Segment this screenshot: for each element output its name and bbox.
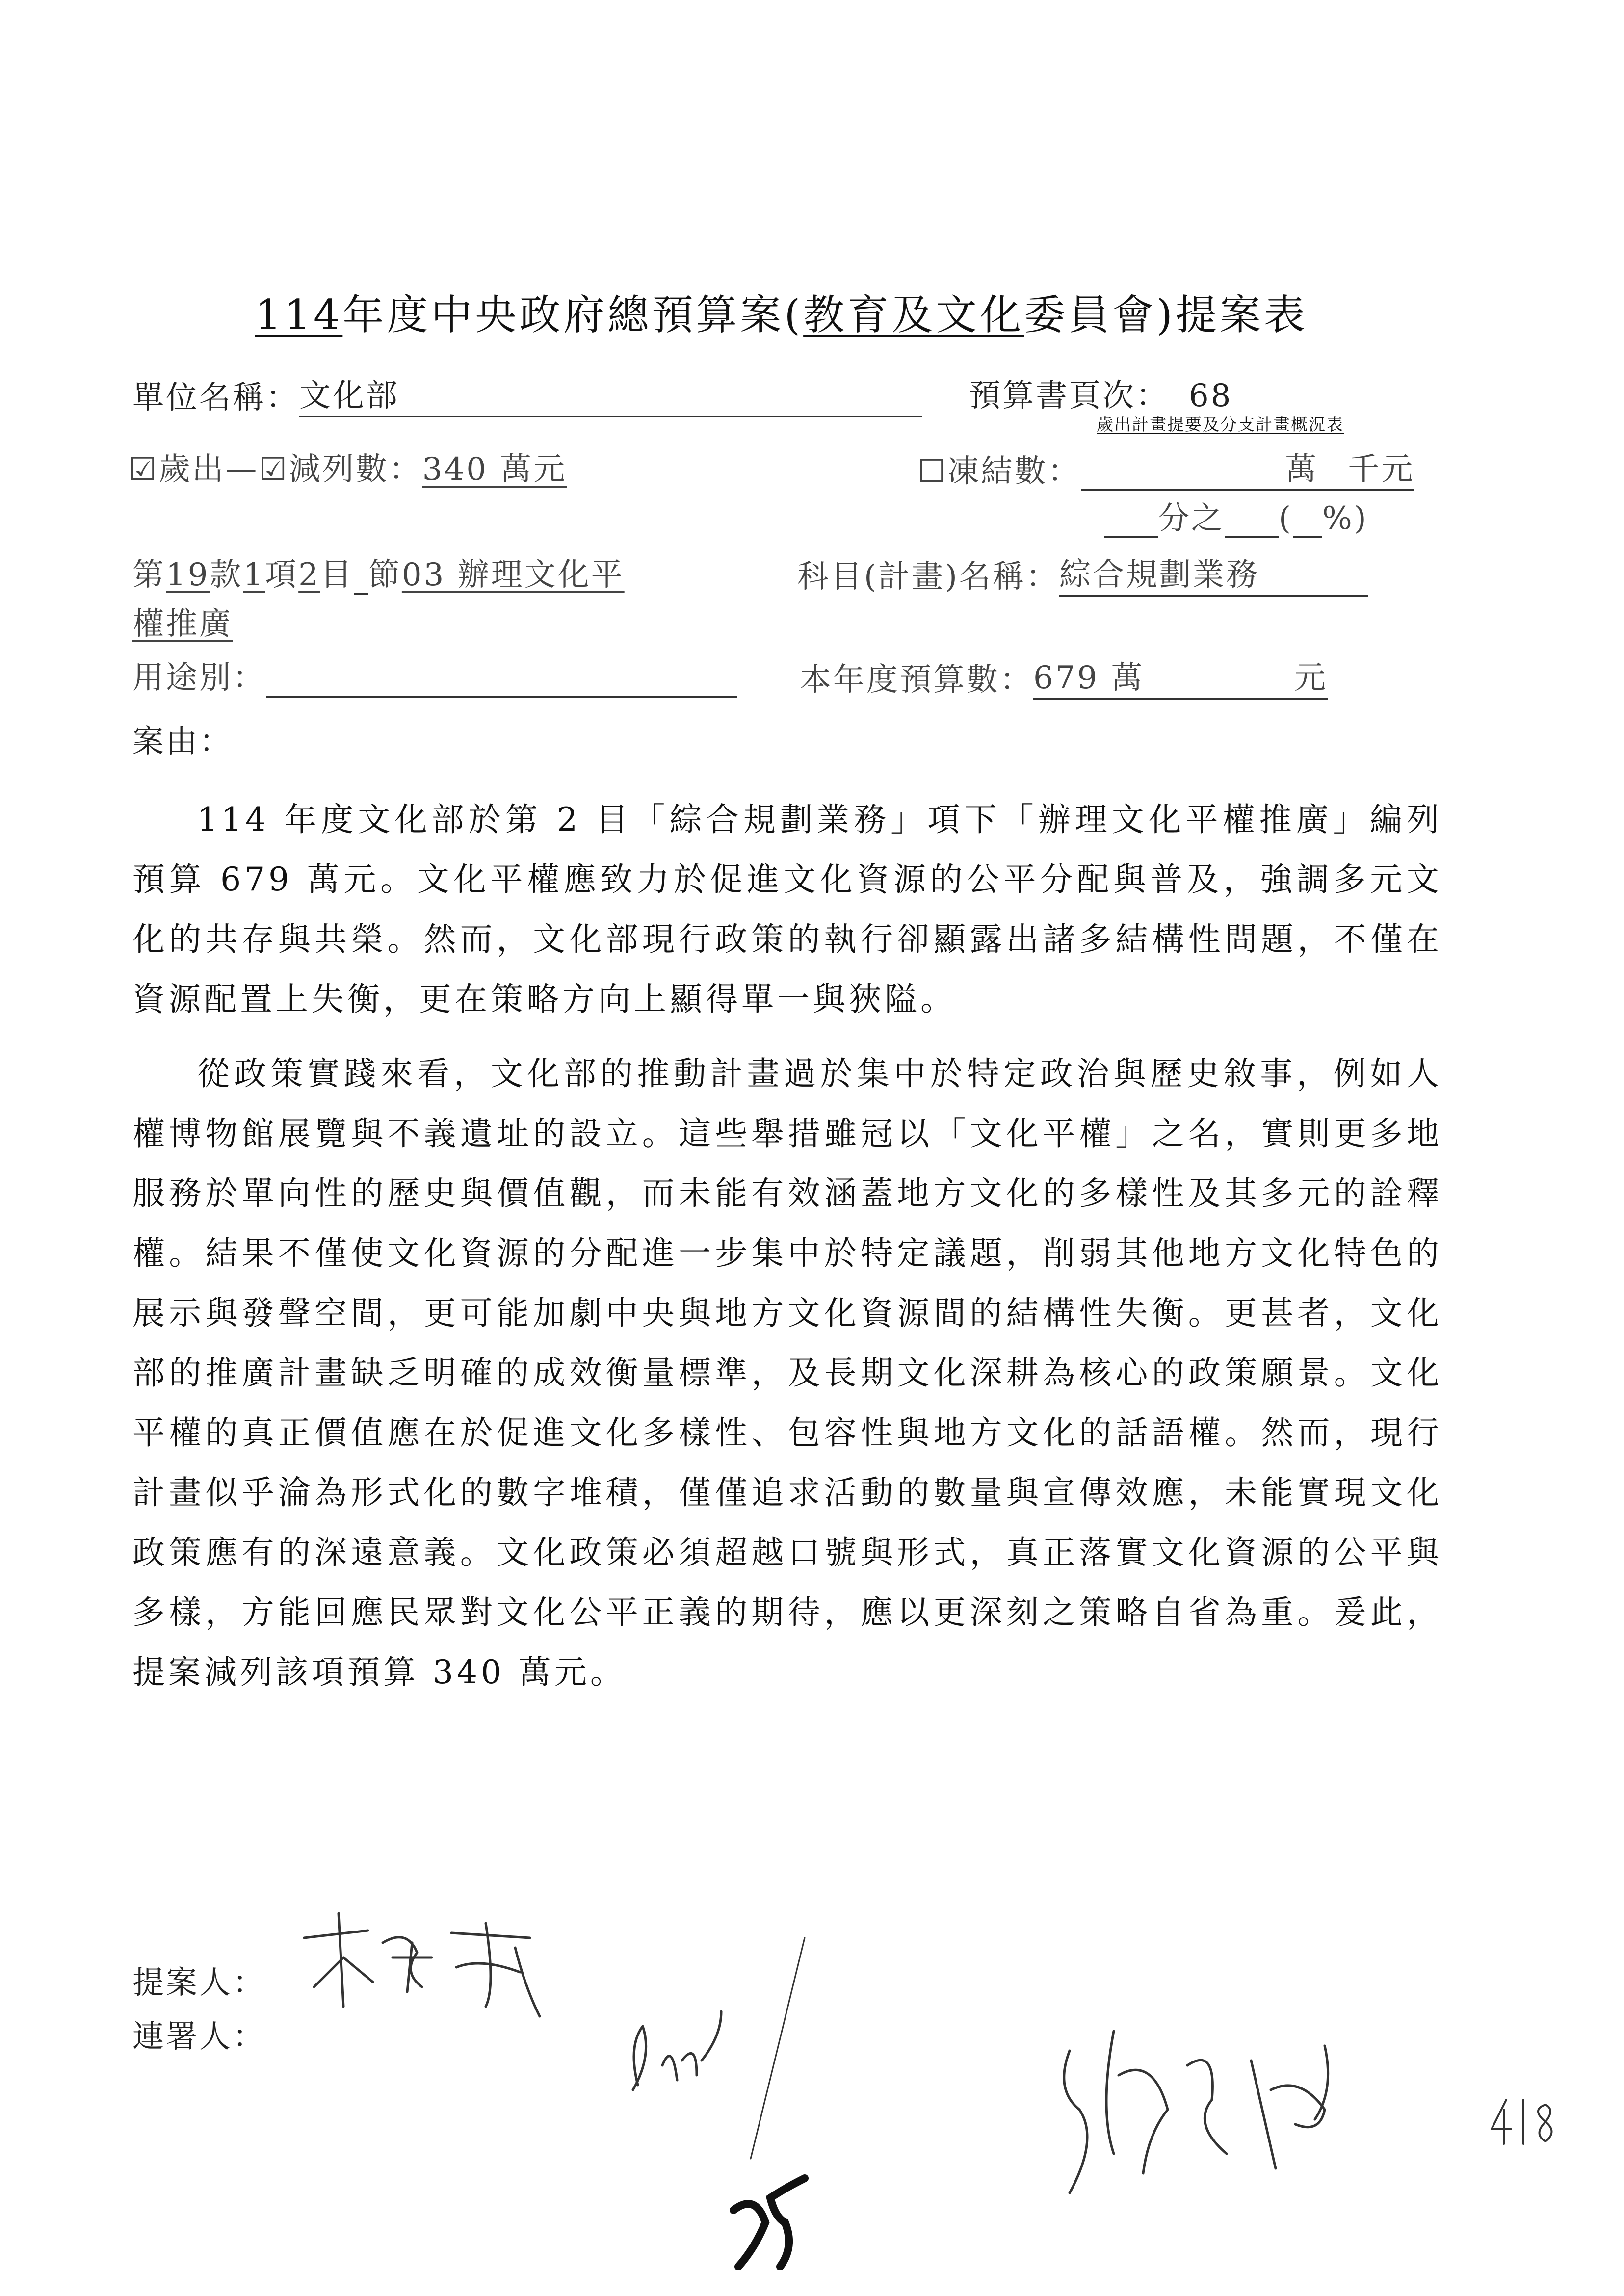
freeze-label: 凍結數： <box>947 453 1081 490</box>
title-text-b: 委員會)提案表 <box>1024 291 1308 339</box>
section-jie-continued: 權推廣 <box>132 606 233 642</box>
section-jie-value: 03 辦理文化平 <box>401 557 625 593</box>
title-committee: 教育及文化 <box>803 291 1024 339</box>
budget-label: 本年度預算數： <box>800 662 1033 698</box>
section-kuan-label: 款 <box>210 557 243 593</box>
page-label: 預算書頁次： <box>969 378 1169 414</box>
reduce-checkbox[interactable]: ☑ <box>259 451 289 488</box>
usage-label: 用途別： <box>132 660 266 696</box>
freeze-unit-wan: 萬 <box>1285 451 1319 488</box>
reason-paragraph-2: 從政策實踐來看，文化部的推動計畫過於集中於特定政治與歷史敘事，例如人權博物館展覽與不義遺址的設立。這些舉措雖冠以「文化平權」之名，實則更多地服務於單向性的歷史與價值觀，而未能有效涵蓋地方文化的多樣性及其多元的詮釋權。結果不僅使文化資源的分配進一步集中於特定議題，削弱其他地方文化特色的展示與發聲空間，更可能加劇中央與地方文化資源間的結構性失衡。更甚者，文化部的推廣計畫缺乏明確的成效衡量標準，及長期文化深耕為核心的政策願景。文化平權的真正價值應在於促進文化多樣性、包容性與地方文化的話語權。然而，現行計畫似乎淪為形式化的數字堆積，僅僅追求活動的數量與宣傳效應，未能實現文化政策應有的深遠意義。文化政策必須超越口號與形式，真正落實文化資源的公平與多樣，方能回應民眾對文化公平正義的期待，應以更深刻之策略自省為重。爰此，提案減列該項預算 340 萬元。 <box>132 1055 1442 1691</box>
subject-label: 科目(計畫)名稱： <box>797 559 1059 595</box>
proposer-signature <box>304 1913 540 2016</box>
budget-value: 679 萬 <box>1033 660 1145 696</box>
freeze-checkbox[interactable]: ☐ <box>917 453 948 490</box>
title-year: 114 <box>255 291 343 339</box>
reason-label: 案由： <box>132 724 233 760</box>
section-prefix: 第 <box>132 557 166 593</box>
cosigner-signature-1 <box>633 1938 805 2159</box>
section-jie-label: 節 <box>368 557 402 593</box>
fraction-label: 分之 <box>1158 500 1225 537</box>
section-mu: 2 <box>298 557 320 593</box>
expense-label: 歲出— <box>158 451 259 488</box>
proposer-label: 提案人： <box>132 1965 266 2001</box>
freeze-unit-qian: 千元 <box>1348 451 1415 488</box>
section-xiang: 1 <box>243 557 265 593</box>
handwritten-page-418 <box>1492 2100 1552 2144</box>
unit-label: 單位名稱： <box>132 380 299 416</box>
reduce-label: 減列數： <box>288 451 422 488</box>
section-kuan: 19 <box>166 557 210 593</box>
fraction-percent: %) <box>1322 500 1368 537</box>
page-value: 68 <box>1189 378 1233 414</box>
fraction-paren: ( <box>1279 500 1293 537</box>
reason-paragraph-1: 114 年度文化部於第 2 目「綜合規劃業務」項下「辦理文化平權推廣」編列預算 679 萬元。文化平權應致力於促進文化資源的公平分配與普及，強調多元文化的共存與共榮。然而，文化部現行政策的執行卻顯露出諸多結構性問題，不僅在資源配置上失衡，更在策略方向上顯得單一與狹隘。 <box>132 801 1442 1018</box>
cosigner-label: 連署人： <box>132 2019 266 2055</box>
handwritten-number-25 <box>733 2178 805 2267</box>
unit-value: 文化部 <box>299 378 399 414</box>
subject-value: 綜合規劃業務 <box>1059 557 1259 593</box>
expense-checkbox[interactable]: ☑ <box>129 451 159 488</box>
cosigner-signature-2 <box>1064 2031 1328 2193</box>
reduce-value: 340 萬元 <box>422 451 567 488</box>
page-note: 歲出計畫提要及分支計畫概況表 <box>1097 415 1344 435</box>
budget-unit: 元 <box>1294 660 1328 696</box>
section-mu-label: 目 <box>320 557 354 593</box>
title-text-a: 年度中央政府總預算案( <box>342 291 804 339</box>
section-xiang-label: 項 <box>265 557 299 593</box>
